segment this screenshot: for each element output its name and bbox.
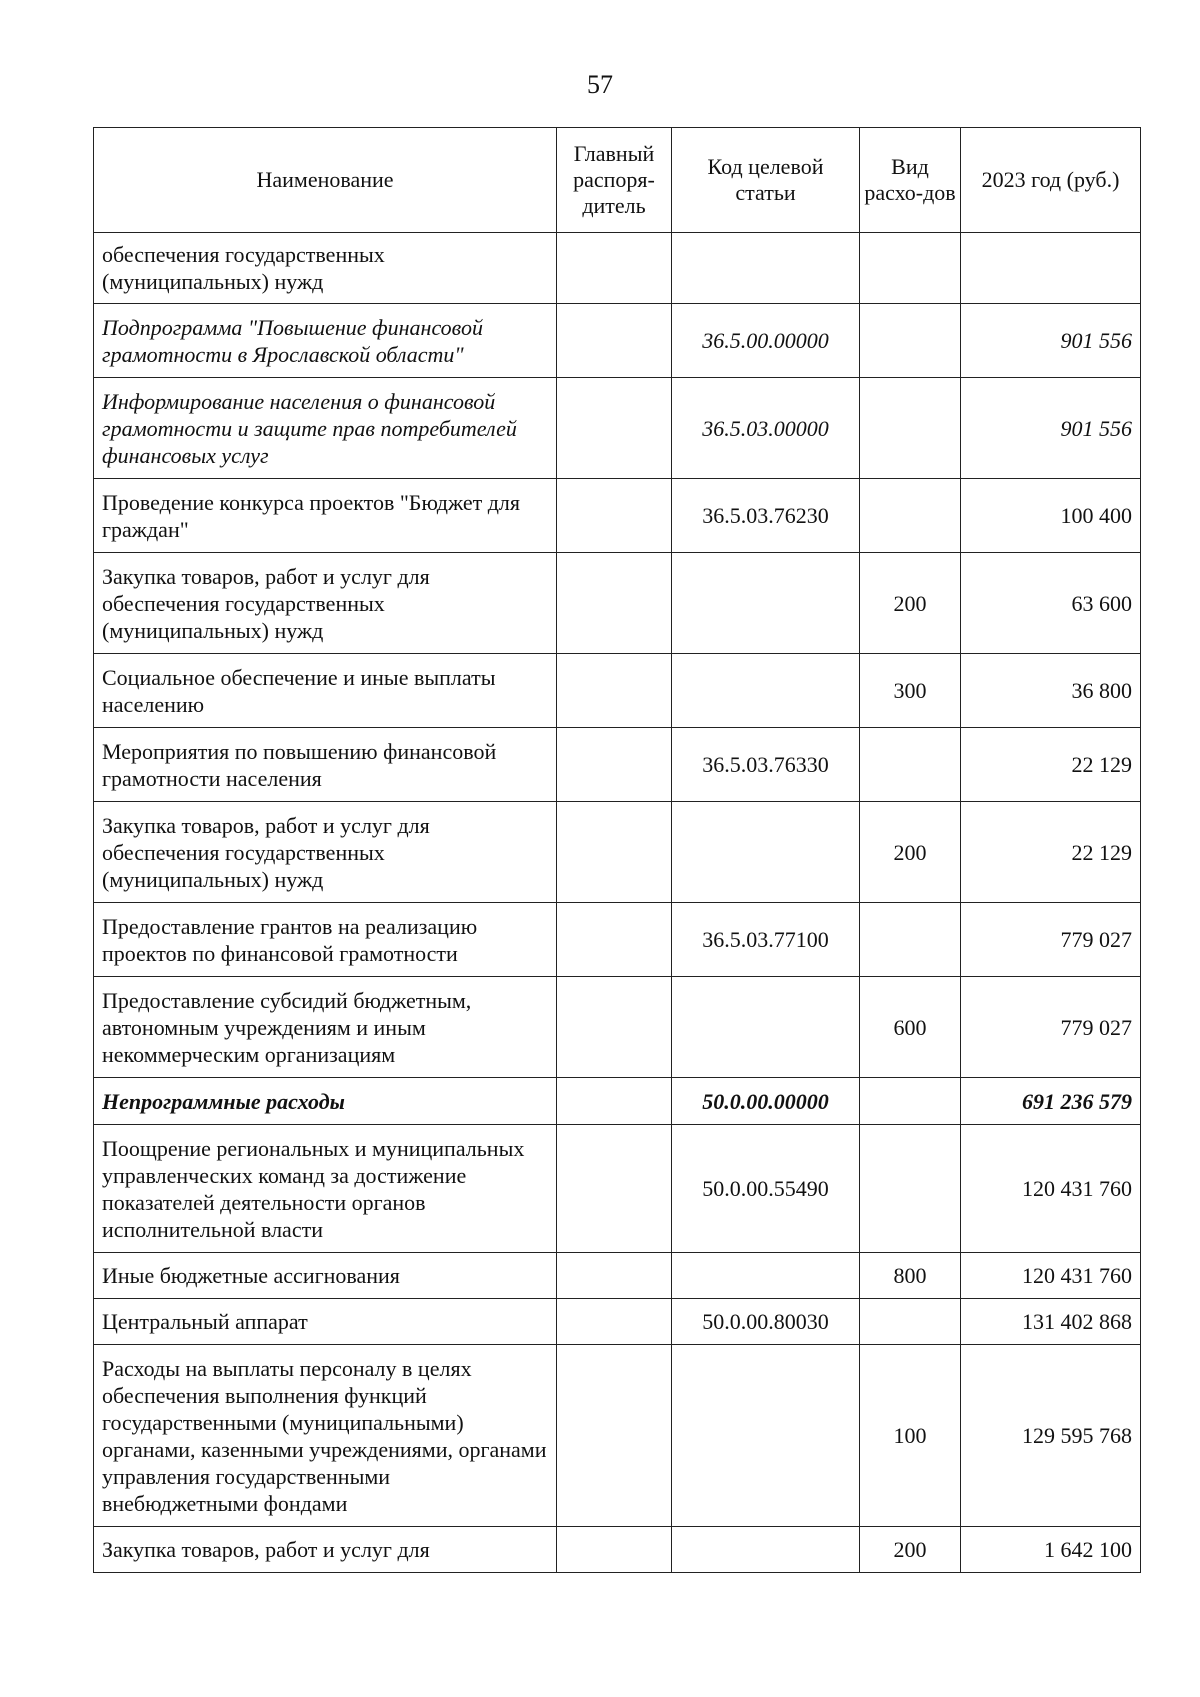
table-header-row — [94, 128, 1141, 233]
cell-amount: 779 027 — [961, 977, 1141, 1078]
cell-target-code — [672, 654, 860, 728]
cell-expense-type — [860, 479, 961, 553]
table-row — [94, 1345, 1141, 1527]
cell-amount — [961, 233, 1141, 304]
cell-name: Подпрограмма "Повышение финансовой грамотности в Ярославской области" — [94, 304, 557, 378]
header-target-code: Код целевой статьи — [672, 128, 860, 233]
table-row — [94, 654, 1141, 728]
cell-name: Поощрение региональных и муниципальных управленческих команд за достижение показателей деятельности органов исполнительной власти — [94, 1125, 557, 1253]
cell-target-code — [672, 1253, 860, 1299]
table-row — [94, 728, 1141, 802]
header-year-2023: 2023 год (руб.) — [961, 128, 1141, 233]
cell-main-manager — [557, 553, 672, 654]
cell-main-manager — [557, 802, 672, 903]
cell-name: Закупка товаров, работ и услуг для обеспечения государственных (муниципальных) нужд — [94, 553, 557, 654]
cell-amount: 22 129 — [961, 802, 1141, 903]
cell-amount: 22 129 — [961, 728, 1141, 802]
cell-expense-type: 200 — [860, 1527, 961, 1573]
header-expense-type: Вид расхо-дов — [860, 128, 961, 233]
table-row — [94, 802, 1141, 903]
table-row — [94, 1299, 1141, 1345]
cell-amount: 129 595 768 — [961, 1345, 1141, 1527]
cell-main-manager — [557, 1345, 672, 1527]
cell-expense-type: 100 — [860, 1345, 961, 1527]
cell-name: Иные бюджетные ассигнования — [94, 1253, 557, 1299]
cell-expense-type — [860, 1078, 961, 1125]
cell-target-code — [672, 1345, 860, 1527]
cell-amount: 901 556 — [961, 378, 1141, 479]
cell-main-manager — [557, 654, 672, 728]
table-row — [94, 1125, 1141, 1253]
cell-expense-type: 300 — [860, 654, 961, 728]
table-row — [94, 304, 1141, 378]
cell-name: Закупка товаров, работ и услуг для обеспечения государственных (муниципальных) нужд — [94, 802, 557, 903]
cell-amount: 120 431 760 — [961, 1125, 1141, 1253]
cell-name: Социальное обеспечение и иные выплаты населению — [94, 654, 557, 728]
cell-name: Центральный аппарат — [94, 1299, 557, 1345]
cell-main-manager — [557, 1253, 672, 1299]
cell-main-manager — [557, 304, 672, 378]
cell-expense-type — [860, 728, 961, 802]
table-row — [94, 903, 1141, 977]
cell-expense-type — [860, 233, 961, 304]
cell-main-manager — [557, 1125, 672, 1253]
cell-main-manager — [557, 1527, 672, 1573]
cell-target-code: 36.5.00.00000 — [672, 304, 860, 378]
cell-main-manager — [557, 479, 672, 553]
table-row — [94, 233, 1141, 304]
cell-expense-type — [860, 304, 961, 378]
table-row — [94, 1253, 1141, 1299]
table-row — [94, 977, 1141, 1078]
table-row — [94, 1078, 1141, 1125]
cell-amount: 100 400 — [961, 479, 1141, 553]
cell-name: Закупка товаров, работ и услуг для — [94, 1527, 557, 1573]
cell-target-code: 36.5.03.76230 — [672, 479, 860, 553]
cell-expense-type — [860, 378, 961, 479]
cell-name: Мероприятия по повышению финансовой грамотности населения — [94, 728, 557, 802]
cell-amount: 691 236 579 — [961, 1078, 1141, 1125]
cell-name: Проведение конкурса проектов "Бюджет для граждан" — [94, 479, 557, 553]
cell-target-code: 50.0.00.00000 — [672, 1078, 860, 1125]
header-name: Наименование — [94, 128, 557, 233]
cell-expense-type: 800 — [860, 1253, 961, 1299]
cell-main-manager — [557, 1078, 672, 1125]
cell-target-code — [672, 553, 860, 654]
cell-name: Предоставление субсидий бюджетным, автономным учреждениям и иным некоммерческим организациям — [94, 977, 557, 1078]
cell-expense-type: 200 — [860, 553, 961, 654]
cell-expense-type — [860, 1125, 961, 1253]
cell-name: Непрограммные расходы — [94, 1078, 557, 1125]
cell-amount: 63 600 — [961, 553, 1141, 654]
cell-main-manager — [557, 378, 672, 479]
cell-amount: 1 642 100 — [961, 1527, 1141, 1573]
table-body — [94, 233, 1141, 1573]
cell-amount: 901 556 — [961, 304, 1141, 378]
cell-target-code: 36.5.03.00000 — [672, 378, 860, 479]
cell-expense-type: 600 — [860, 977, 961, 1078]
cell-amount: 779 027 — [961, 903, 1141, 977]
table-row — [94, 1527, 1141, 1573]
cell-target-code: 50.0.00.80030 — [672, 1299, 860, 1345]
cell-target-code: 50.0.00.55490 — [672, 1125, 860, 1253]
cell-name: обеспечения государственных (муниципальных) нужд — [94, 233, 557, 304]
cell-amount: 36 800 — [961, 654, 1141, 728]
cell-main-manager — [557, 1299, 672, 1345]
cell-expense-type: 200 — [860, 802, 961, 903]
cell-main-manager — [557, 977, 672, 1078]
budget-table — [93, 127, 1141, 1573]
cell-name: Предоставление грантов на реализацию проектов по финансовой грамотности — [94, 903, 557, 977]
cell-target-code — [672, 233, 860, 304]
table-row — [94, 378, 1141, 479]
cell-target-code — [672, 802, 860, 903]
cell-target-code — [672, 977, 860, 1078]
cell-main-manager — [557, 728, 672, 802]
cell-name: Информирование населения о финансовой грамотности и защите прав потребителей финансовых услуг — [94, 378, 557, 479]
cell-main-manager — [557, 233, 672, 304]
cell-target-code: 36.5.03.76330 — [672, 728, 860, 802]
table-row — [94, 479, 1141, 553]
cell-expense-type — [860, 903, 961, 977]
page-number: 57 — [587, 70, 613, 99]
cell-target-code: 36.5.03.77100 — [672, 903, 860, 977]
cell-amount: 120 431 760 — [961, 1253, 1141, 1299]
cell-expense-type — [860, 1299, 961, 1345]
cell-name: Расходы на выплаты персоналу в целях обеспечения выполнения функций государственными (муниципальными) органами, казенными учреждениями, органами управления государственными внебюджетными фондами — [94, 1345, 557, 1527]
cell-amount: 131 402 868 — [961, 1299, 1141, 1345]
cell-target-code — [672, 1527, 860, 1573]
cell-main-manager — [557, 903, 672, 977]
header-main-manager: Главный распоря-дитель — [557, 128, 672, 233]
table-row — [94, 553, 1141, 654]
